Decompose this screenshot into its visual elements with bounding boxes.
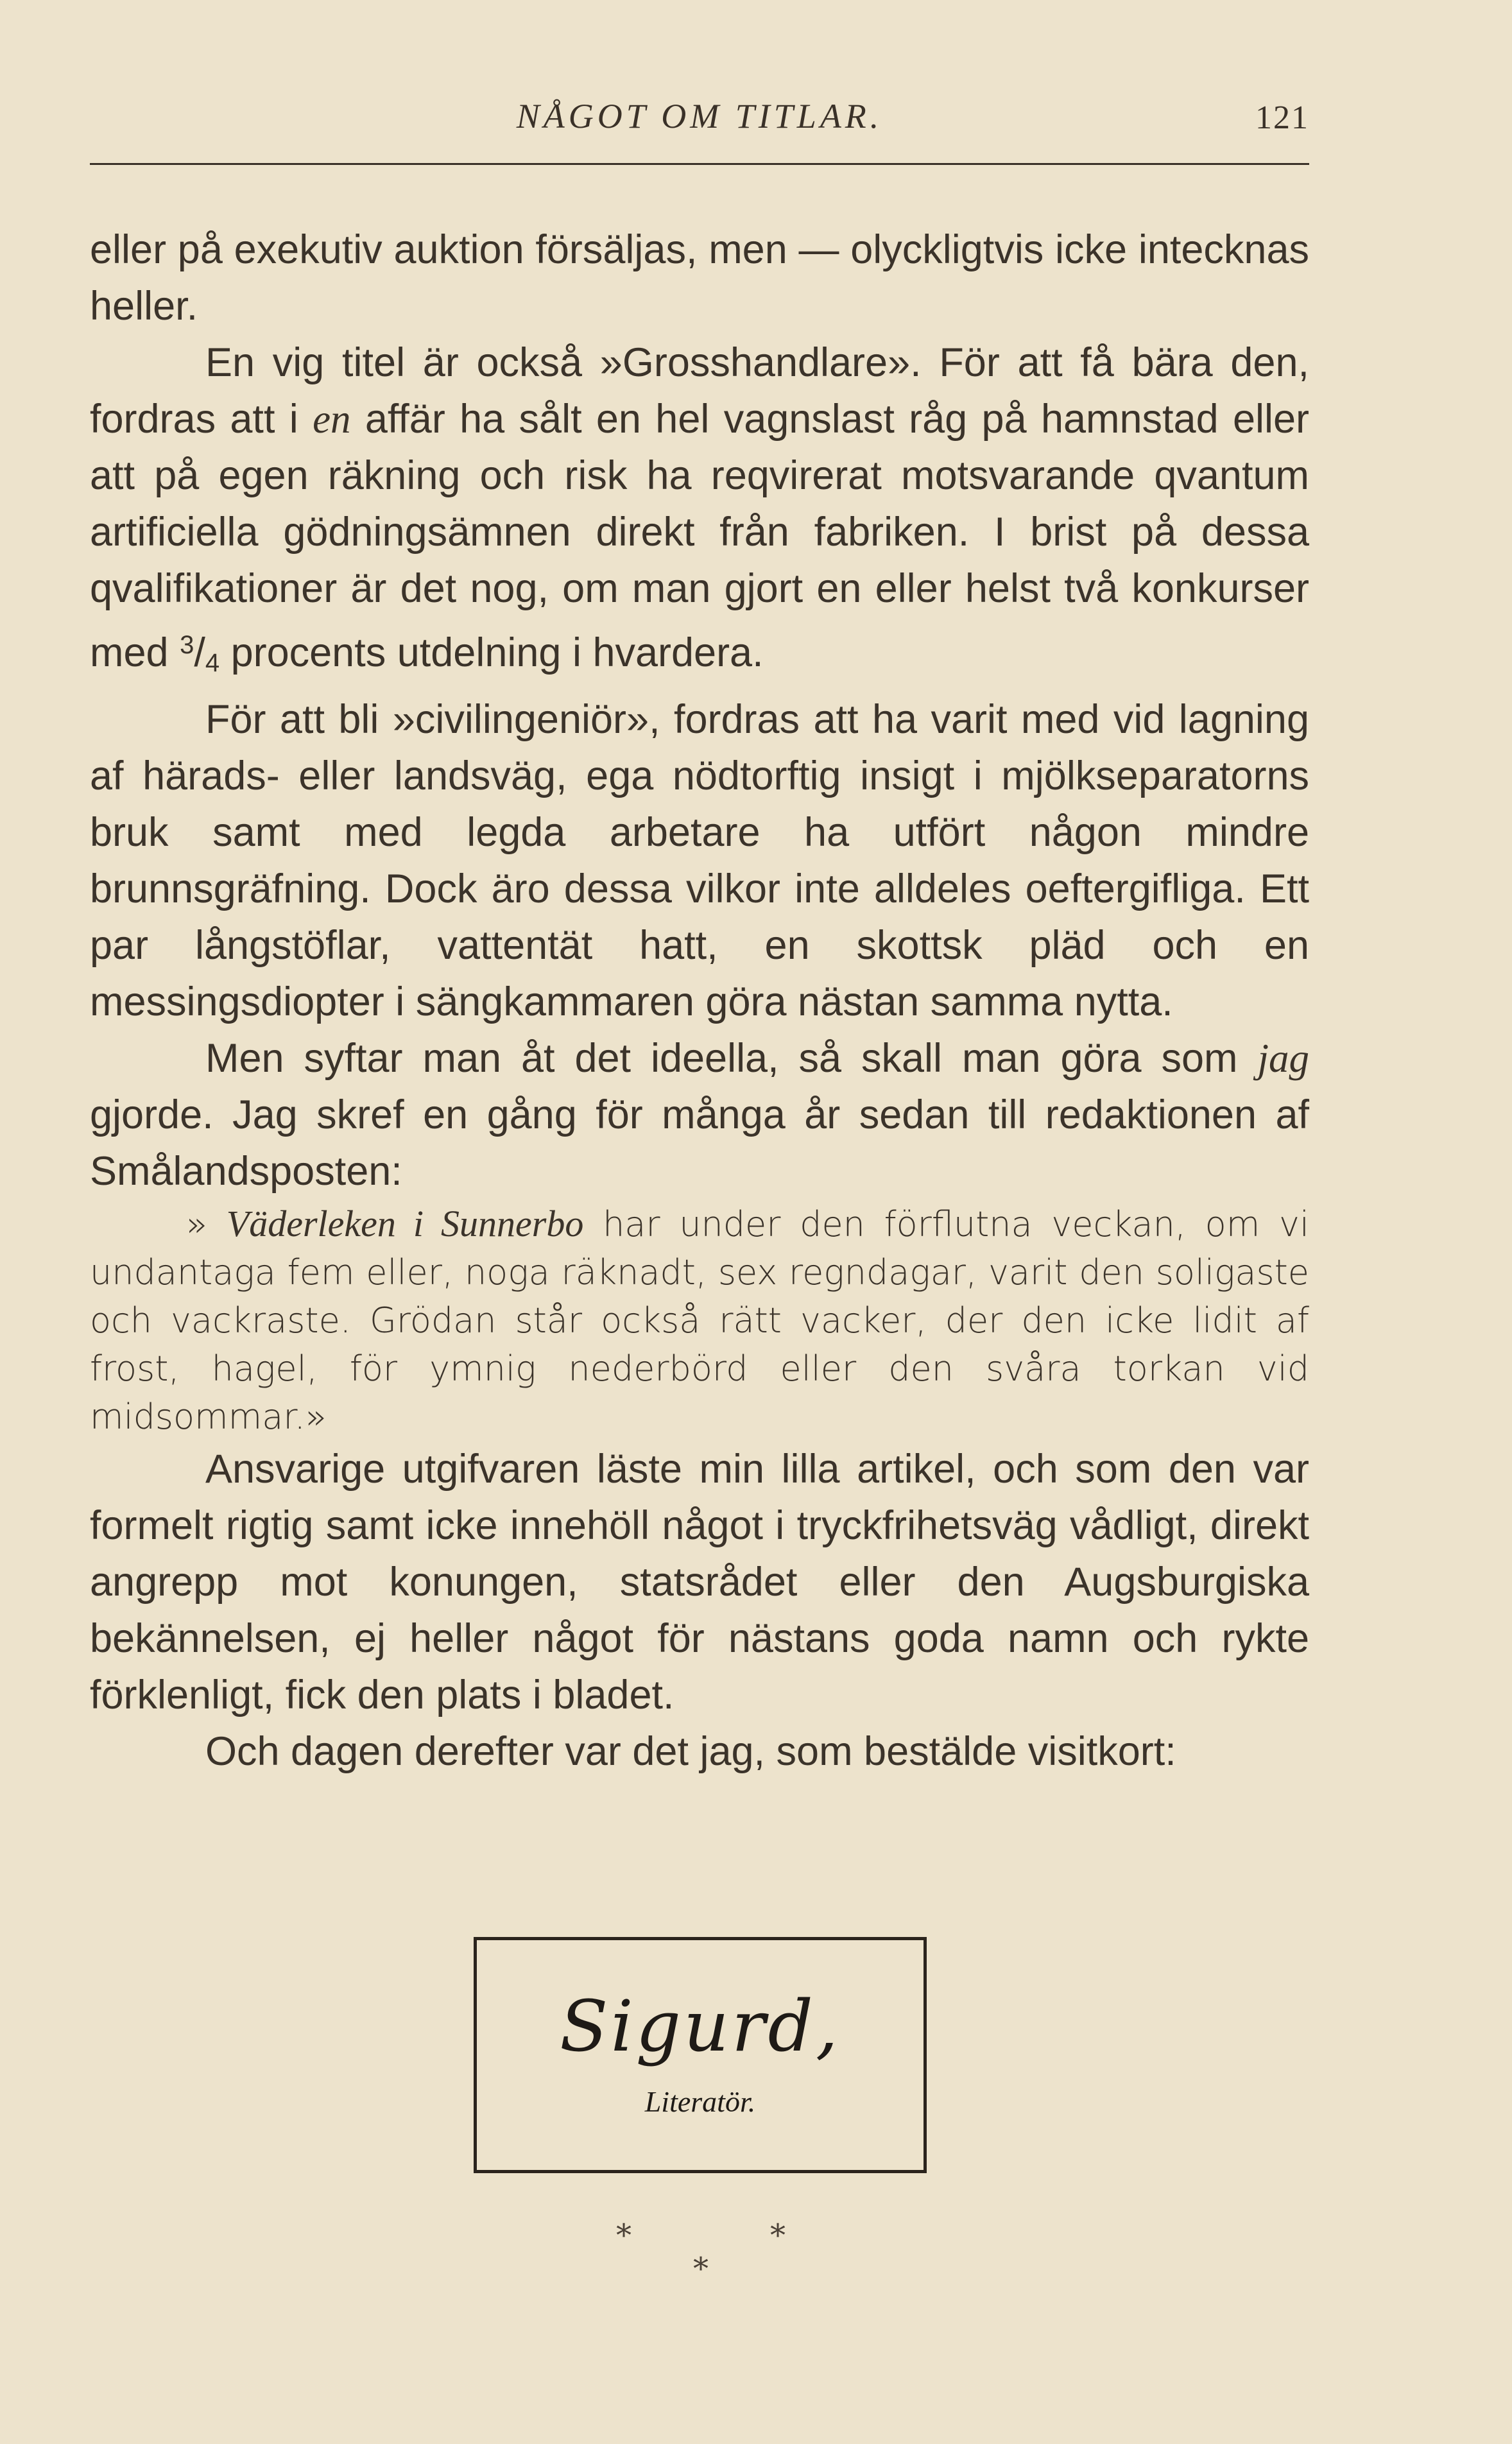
card-signature: Sigurd,	[560, 1985, 841, 2067]
paragraph-4-emphasis: jag	[1257, 1036, 1309, 1081]
section-ornament	[0, 2208, 1512, 2311]
fraction-numerator: 3	[180, 631, 194, 659]
paragraph-2-text-b: affär ha sålt en hel vagnslast råg på hamnstad eller att på egen räkning och risk ha reqvirerat motsvarande qvantum artificiella gödningsämnen direkt från fabriken. I brist på dessa qvalifikationer är det nog, om man gjort en eller helst två konkurser med	[90, 397, 1309, 675]
paragraph-3: För att bli »civilingeniör», fordras att ha varit med vid lagning af härads- eller landsväg, ega nödtorftig insigt i mjölkseparatorns bruk samt med legda arbetare ha utfört någon mindre brunnsgräfning. Dock äro dessa vilkor inte alldeles oeftergifliga. Ett par långstöflar, vattentät hatt, en skottsk pläd och en messingsdiopter i sängkammaren göra nästan samma nytta.	[90, 697, 1309, 1024]
card-title: Literatör.	[644, 2085, 756, 2118]
paragraph-2-emphasis: en	[313, 397, 351, 442]
paragraph-5: Ansvarige utgifvaren läste min lilla artikel, och som den var formelt rigtig samt icke innehöll något i tryckfrihetsväg vådligt, direkt angrepp mot konungen, statsrådet eller den Augsburgiska bekännelsen, ej heller något för nästans goda namn och rykte förklenligt, fick den plats i bladet.	[90, 1447, 1309, 1717]
quote-open-mark: »	[186, 1204, 208, 1244]
visiting-card	[474, 1937, 927, 2173]
ornament-star-left: ⁎	[616, 2209, 631, 2243]
running-title: NÅGOT OM TITLAR.	[516, 97, 883, 135]
body-text	[90, 221, 1309, 1780]
paragraph-4-text-a: Men syftar man åt det ideella, så skall man göra som	[205, 1036, 1258, 1081]
quoted-article	[90, 1200, 1309, 1441]
page-number: 121	[1255, 99, 1309, 136]
header-rule	[90, 163, 1309, 165]
paragraph-4-text-b: gjorde. Jag skref en gång för många år sedan till redaktionen af Smålandsposten:	[90, 1092, 1309, 1194]
paragraph-6: Och dagen derefter var det jag, som bestälde visitkort:	[205, 1729, 1176, 1774]
paragraph-4	[90, 1030, 1309, 1200]
paragraph-1: eller på exekutiv auktion försäljas, men — olyckligtvis icke intecknas heller.	[90, 227, 1309, 329]
paragraph-2-text-a: En vig titel är också »Grosshandlare». För att få bära den, fordras att i	[90, 340, 1309, 442]
page-header	[90, 96, 1309, 148]
quote-italic-heading: Väderleken i Sunnerbo	[226, 1203, 584, 1244]
quote-body: har under den förflutna veckan, om vi undantaga fem eller, noga räknadt, sex regndagar, varit den soligaste och vackraste. Grödan står också rätt vacker, der den icke lidit af frost, hagel, för ymnig nederbörd eller den svåra torkan vid midsommar.»	[90, 1204, 1309, 1437]
paragraph-2-text-c: procents utdelning i hvardera.	[219, 630, 764, 675]
ornament-star-bottom: ⁎	[693, 2242, 709, 2276]
paragraph-2: En vig titel är också »Grosshandlare». För att få bära den, fordras att i en affär ha sålt en hel vagnslast råg på hamnstad eller att på egen räkning och risk ha reqvirerat motsvarande qvantum artificiella gödningsämnen direkt från fabriken. I brist på dessa qvalifikationer är det nog, om man gjort en eller helst två konkurser med $^3$/4 procents utdelning i hvardera.	[90, 340, 1309, 677]
fraction-denominator: 4	[205, 649, 220, 677]
ornament-star-right: ⁎	[770, 2209, 786, 2243]
